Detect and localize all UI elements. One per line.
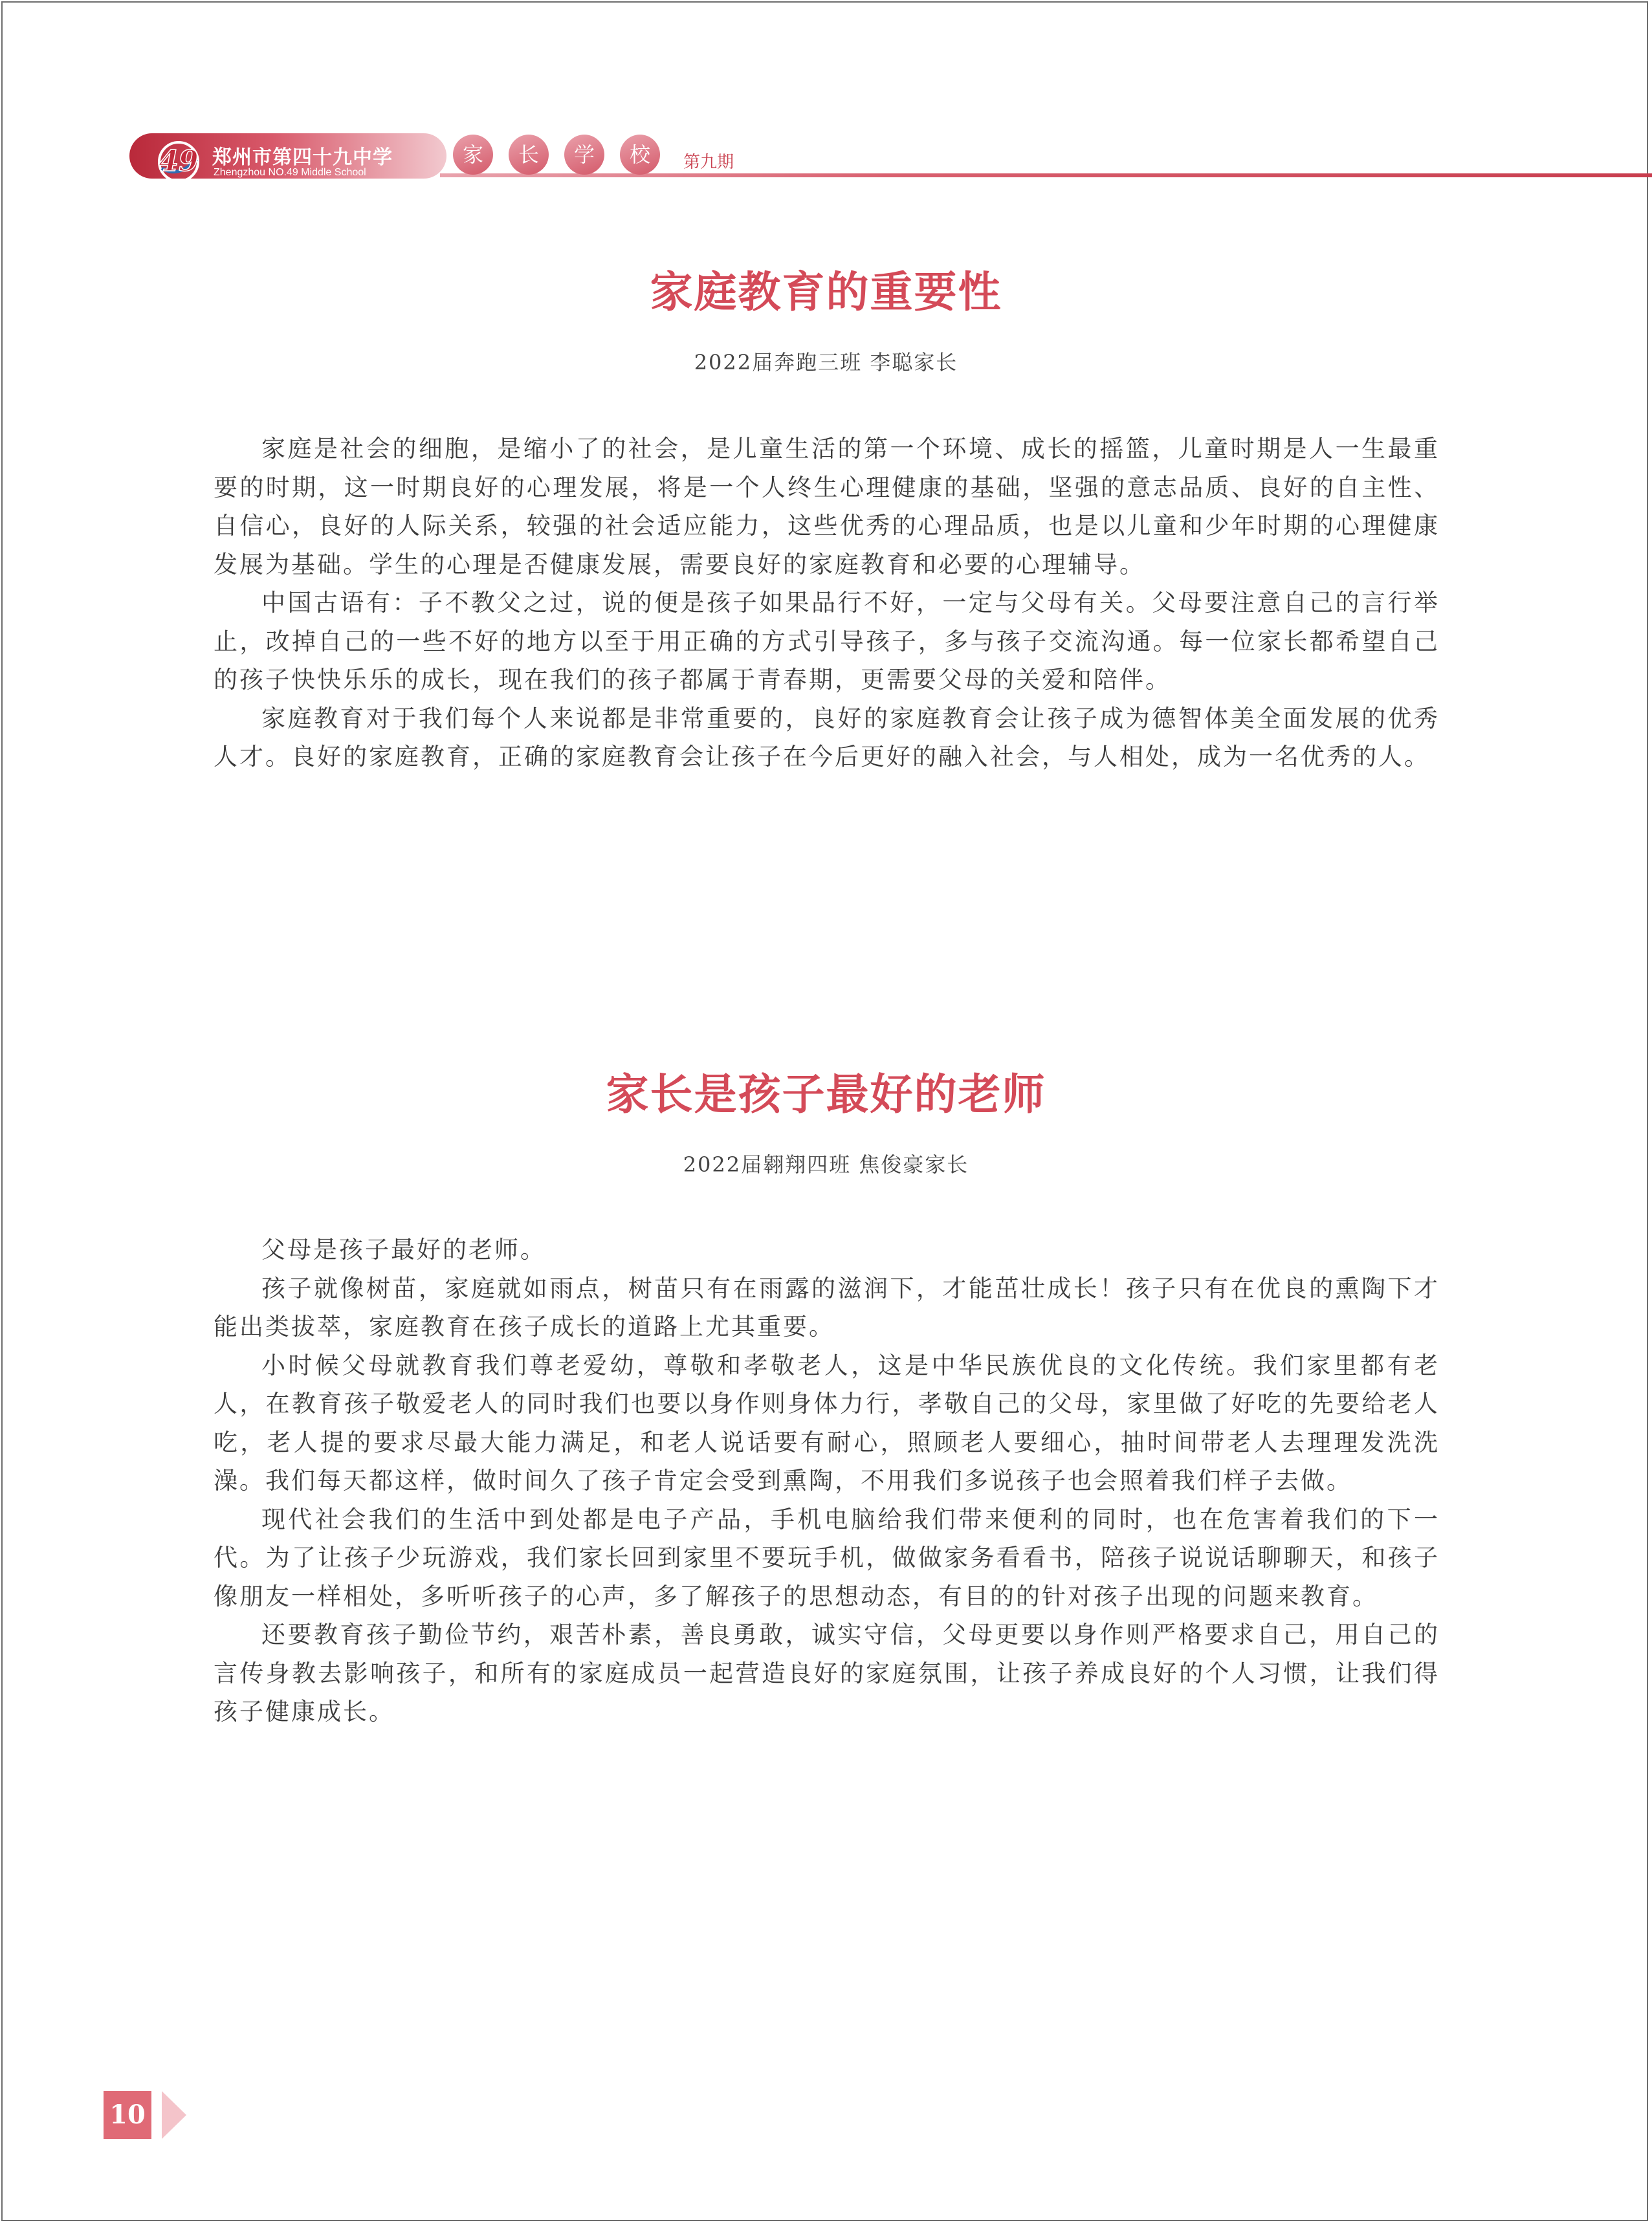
- section-char-1: 家: [453, 135, 493, 175]
- paragraph: 孩子就像树苗，家庭就如雨点，树苗只有在雨露的滋润下，才能茁壮成长！孩子只有在优良的熏陶下才能出类拔萃，家庭教育在孩子成长的道路上尤其重要。: [214, 1274, 1440, 1341]
- paragraph: 中国古语有：子不教父之过，说的便是孩子如果品行不好，一定与父母有关。父母要注意自己的言行举止，改掉自己的一些不好的地方以至于用正确的方式引导孩子，多与孩子交流沟通。每一位家长都希望自己的孩子快快乐乐的成长，现在我们的孩子都属于青春期，更需要父母的关爱和陪伴。: [214, 589, 1440, 694]
- article-1-byline: 2022届奔跑三班 李聪家长: [694, 350, 958, 375]
- school-name-cn: 郑州市第四十九中学: [212, 146, 393, 169]
- paragraph: 父母是孩子最好的老师。: [261, 1236, 546, 1264]
- school-logo-icon: [153, 133, 204, 188]
- issue-label: 第九期: [683, 153, 734, 172]
- page-header: [129, 129, 1587, 188]
- paragraph: 家庭是社会的细胞，是缩小了的社会，是儿童生活的第一个环境、成长的摇篮，儿童时期是人一生最重要的时期，这一时期良好的心理发展，将是一个人终生心理健康的基础，坚强的意志品质、良好的自主性、自信心，良好的人际关系，较强的社会适应能力，这些优秀的心理品质，也是以儿童和少年时期的心理健康发展为基础。学生的心理是否健康发展，需要良好的家庭教育和必要的心理辅导。: [214, 435, 1440, 578]
- article-2-byline: 2022届翱翔四班 焦俊豪家长: [683, 1152, 969, 1177]
- school-name-en: Zhengzhou NO.49 Middle School: [214, 167, 366, 178]
- section-char-4: 校: [620, 135, 660, 175]
- header-rule: [440, 173, 1652, 177]
- paragraph: 现代社会我们的生活中到处都是电子产品，手机电脑给我们带来便利的同时，也在危害着我们的下一代。为了让孩子少玩游戏，我们家长回到家里不要玩手机，做做家务看看书，陪孩子说说话聊聊天，和孩子像朋友一样相处，多听听孩子的心声，多了解孩子的思想动态，有目的的针对孩子出现的问题来教育。: [214, 1505, 1440, 1610]
- school-banner: [129, 133, 446, 179]
- article-1-title: 家庭教育的重要性: [650, 267, 1002, 317]
- paragraph: 家庭教育对于我们每个人来说都是非常重要的，良好的家庭教育会让孩子成为德智体美全面发展的优秀人才。良好的家庭教育，正确的家庭教育会让孩子在今后更好的融入社会，与人相处，成为一名优秀的人。: [214, 704, 1440, 771]
- section-char-3: 学: [564, 135, 604, 175]
- paragraph: 还要教育孩子勤俭节约，艰苦朴素，善良勇敢，诚实守信，父母更要以身作则严格要求自己，用自己的言传身教去影响孩子，和所有的家庭成员一起营造良好的家庭氛围，让孩子养成良好的个人习惯，让我们得孩子健康成长。: [214, 1621, 1440, 1726]
- article-1-body: [214, 430, 1440, 776]
- page-number: 10: [104, 2091, 151, 2139]
- paragraph: 小时候父母就教育我们尊老爱幼，尊敬和孝敬老人，这是中华民族优良的文化传统。我们家里都有老人，在教育孩子敬爱老人的同时我们也要以身作则身体力行，孝敬自己的父母，家里做了好吃的先要给老人吃，老人提的要求尽最大能力满足，和老人说话要有耐心，照顾老人要细心，抽时间带老人去理理发洗洗澡。我们每天都这样，做时间久了孩子肯定会受到熏陶，不用我们多说孩子也会照着我们样子去做。: [214, 1351, 1440, 1495]
- section-char-2: 长: [509, 135, 549, 175]
- article-2-body: [214, 1231, 1440, 1731]
- logo-text: 49: [159, 145, 199, 178]
- article-2-title: 家长是孩子最好的老师: [606, 1069, 1046, 1119]
- page-arrow-icon: [162, 2091, 186, 2139]
